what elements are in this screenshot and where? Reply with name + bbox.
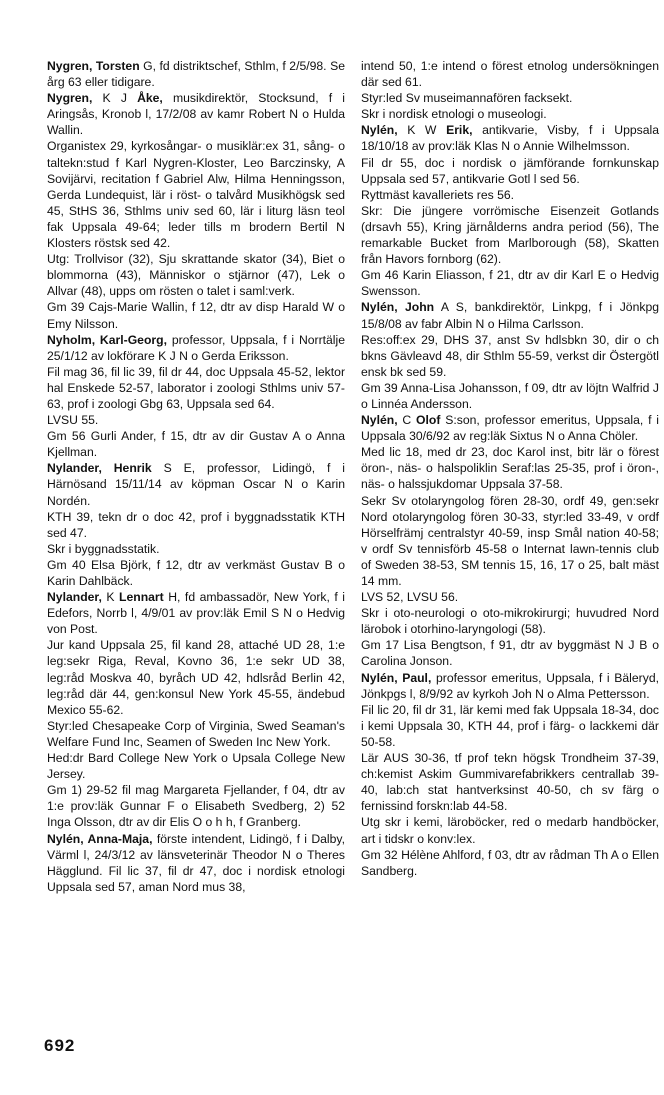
entry-heading bbox=[361, 670, 659, 702]
entry-paragraph: Med lic 18, med dr 23, doc Karol inst, bitr lär o förest öron-, näs- o halspoliklin Seraf:las 25-35, prof i öron-, näs- o halssjukdomar Uppsala 37-58. bbox=[361, 445, 659, 492]
entry-paragraph: Gm 46 Karin Eliasson, f 21, dtr av dir Karl E o Hedvig Swensson. bbox=[361, 268, 659, 299]
entry-paragraph: Fil lic 20, fil dr 31, lär kemi med fak Uppsala 18-34, doc i kemi Uppsala 30, KTH 44, prof i färg- o lackkemi där 50-58. bbox=[361, 702, 659, 749]
entry-paragraph: Gm 17 Lisa Bengtson, f 91, dtr av byggmäst N J B o Carolina Jonson. bbox=[361, 638, 659, 669]
right-column bbox=[361, 58, 659, 879]
entry-paragraph: KTH 39, tekn dr o doc 42, prof i byggnadsstatik KTH sed 47. bbox=[47, 509, 345, 540]
entry-name: Nylander, Henrik bbox=[47, 461, 152, 476]
entry-given-name: Olof bbox=[416, 413, 441, 428]
entry-heading bbox=[47, 58, 345, 90]
entry-paragraph: LVSU 55. bbox=[47, 413, 99, 428]
entry-initials: K J bbox=[92, 91, 138, 106]
entry-paragraph: Ryttmäst kavalleriets res 56. bbox=[361, 187, 515, 202]
entry-paragraph: Skr: Die jüngere vorrömische Eisenzeit Gotlands (drsavh 55), Kring järnålderns andra period (56), The remarkable Bucket from Marlborough (58), Skatten från Havors fornborg (62). bbox=[361, 203, 659, 267]
entry-name: Nylén, bbox=[361, 123, 398, 138]
entry-paragraph: intend 50, 1:e intend o förest etnolog undersökningen där sed 61. bbox=[361, 59, 659, 90]
entry-heading bbox=[361, 412, 659, 444]
entry-details: förste intendent, Lidingö, f i Dalby, Värml l, 24/3/12 av länsveterinär Theodor N o Theres Hägglund. Fil lic 37, fil dr 47, doc i nordisk etnologi Uppsala sed 57, aman Nord mus 38, bbox=[47, 831, 345, 894]
entry-paragraph: Styr:led Sv museimannafören facksekt. bbox=[361, 91, 573, 106]
entry-paragraph: Skr i oto-neurologi o oto-mikrokirurgi; huvudred Nord lärobok i otorhino-laryngologi (58). bbox=[361, 606, 659, 637]
entry-initials: K W bbox=[397, 123, 447, 138]
entry-given-name: Erik, bbox=[446, 123, 473, 138]
entry-name: Nylén, bbox=[361, 413, 398, 428]
entry-initials: K bbox=[101, 590, 120, 605]
entry-details: G, fd distriktschef, Sthlm, f 2/5/98. Se årg 63 eller tidigare. bbox=[47, 59, 345, 90]
entry-paragraph: Styr:led Chesapeake Corp of Virginia, Swed Seaman's Welfare Fund Inc, Seamen of Sweden Inc New York. bbox=[47, 718, 345, 749]
entry-paragraph: Gm 40 Elsa Björk, f 12, dtr av verkmäst Gustav B o Karin Dahlbäck. bbox=[47, 557, 345, 588]
entry-paragraph: Skr i nordisk etnologi o museologi. bbox=[361, 107, 547, 122]
entry-heading bbox=[47, 90, 345, 138]
entry-paragraph: Res:off:ex 29, DHS 37, anst Sv hdlsbkn 30, dir o ch bkns Gävleavd 48, dir Sthlm 55-59, verkst dir Östergötl ensk bk sed 59. bbox=[361, 332, 659, 379]
entry-given-name: Åke, bbox=[137, 91, 163, 106]
entry-name: Nylén, Paul, bbox=[361, 670, 432, 685]
entry-details: professor emeritus, Uppsala, f i Bäleryd, Jönkpgs l, 8/9/92 av kyrkoh Joh N o Alma Pettersson. bbox=[361, 670, 659, 701]
entry-heading bbox=[361, 299, 659, 331]
entry-initials: C bbox=[397, 413, 417, 428]
entry-paragraph: Gm 1) 29-52 fil mag Margareta Fjellander, f 04, dtr av 1:e prov:läk Gunnar F o Elisabeth Svedberg, 2) 52 Inga Olsson, dtr av dir Elis O o h h, f Granberg. bbox=[47, 783, 345, 830]
entry-paragraph: LVS 52, LVSU 56. bbox=[361, 590, 459, 605]
left-column bbox=[47, 58, 345, 895]
entry-paragraph: Gm 32 Hélène Ahlford, f 03, dtr av rådman Th A o Ellen Sandberg. bbox=[361, 847, 659, 878]
entry-paragraph: Sekr Sv otolaryngolog fören 28-30, ordf 49, gen:sekr Nord otolaryngolog fören 30-33, styr:led 33-49, v ordf Hörselfrämj centralstyr 40-59, insp Smål nation 40-58; v ordf Sv tennisförb 45-58 o Internat lawn-tennis club of Sweden 38-53, SM tennis 15, 16, 17 o 25, balt mäst 14 mm. bbox=[361, 493, 659, 588]
entry-paragraph: Organistex 29, kyrkosångar- o musiklär:ex 31, sång- o taltekn:stud f Karl Nygren-Kloster, Leo Barczinsky, A Sovijärvi, recitation f Gabriel Alw, Hilma Henningsson, Gerda Lundequist, lär i röst- o talvård Musikhögsk sed 45, StHS 36, Sthlms univ sed 60, lär i liturg läsn teol fak Uppsala 49-64; leder tills m brodern Bertil N Klosters röstsk sed 42. bbox=[47, 139, 345, 251]
entry-details: musikdirektör, Stocksund, f i Aringsås, Kronob l, 17/2/08 av kamr Robert N o Hulda Wallin. bbox=[47, 91, 345, 138]
entry-paragraph: Jur kand Uppsala 25, fil kand 28, attaché UD 28, 1:e leg:sekr Riga, Reval, Kovno 36, 1:e sekr UD 38, leg:råd Moskva 40, byråch UD 42, hdlsråd Berlin 42, leg:råd där 44, gen:konsul New York 45-55, ändebud Mexico 55-62. bbox=[47, 638, 345, 717]
entry-details: A S, bankdirektör, Linkpg, f i Jönkpg 15/8/08 av fabr Albin N o Hilma Carlsson. bbox=[361, 300, 659, 331]
entry-name: Nylander, bbox=[47, 590, 102, 605]
entry-details: S:son, professor emeritus, Uppsala, f i Uppsala 30/6/92 av reg:läk Sixtus N o Anna Chöler. bbox=[361, 413, 659, 444]
entry-paragraph: Gm 39 Anna-Lisa Johansson, f 09, dtr av löjtn Walfrid J o Linnéa Andersson. bbox=[361, 380, 659, 411]
entry-paragraph: Utg: Trollvisor (32), Sju skrattande skator (34), Biet o blommorna (43), Människor o stjärnor (47), Lek o Allvar (48), upps om rösten o talet i saml:verk. bbox=[47, 252, 345, 299]
entry-paragraph: Skr i byggnadsstatik. bbox=[47, 541, 160, 556]
entry-heading bbox=[361, 122, 659, 154]
entry-name: Nylén, John bbox=[361, 300, 435, 315]
entry-name: Nygren, bbox=[47, 91, 93, 106]
entry-paragraph: Fil dr 55, doc i nordisk o jämförande fornkunskap Uppsala sed 57, antikvarie Gotl l sed 56. bbox=[361, 155, 659, 186]
entry-paragraph: Utg skr i kemi, läroböcker, red o medarb handböcker, art i tidskr o konv:lex. bbox=[361, 815, 659, 846]
entry-details: professor, Uppsala, f i Norrtälje 25/1/12 av lokförare K J N o Gerda Eriksson. bbox=[47, 332, 345, 363]
entry-name: Nylén, Anna-Maja, bbox=[47, 831, 153, 846]
entry-details: H, fd ambassadör, New York, f i Edefors, Norrb l, 4/9/01 av prov:läk Emil S N o Hedvig von Post. bbox=[47, 590, 345, 637]
entry-paragraph: Hed:dr Bard College New York o Upsala College New Jersey. bbox=[47, 751, 345, 782]
entry-details: S E, professor, Lidingö, f i Härnösand 15/11/14 av köpman Oscar N o Karin Nordén. bbox=[47, 461, 346, 508]
entry-paragraph: Gm 56 Gurli Ander, f 15, dtr av dir Gustav A o Anna Kjellman. bbox=[47, 429, 345, 460]
entry-heading bbox=[47, 460, 345, 508]
entry-heading bbox=[47, 332, 345, 364]
page-number: 692 bbox=[44, 1036, 76, 1055]
entry-given-name: Lennart bbox=[119, 590, 164, 605]
entry-paragraph: Lär AUS 30-36, tf prof tekn högsk Trondheim 37-39, ch:kemist Askim Gummivarefabrikkers centrallab 39-40, lab:ch stat hantverksinst 40-50, ch sv färg o fernissind forskn:lab 44-58. bbox=[361, 751, 659, 814]
entry-heading bbox=[47, 831, 345, 895]
entry-name: Nyholm, Karl-Georg, bbox=[47, 332, 167, 347]
entry-paragraph: Gm 39 Cajs-Marie Wallin, f 12, dtr av disp Harald W o Emy Nilsson. bbox=[47, 300, 345, 331]
entry-heading bbox=[47, 589, 345, 637]
entry-details: antikvarie, Visby, f i Uppsala 18/10/18 av prov:läk Klas N o Annie Wilhelmsson. bbox=[361, 123, 659, 154]
entry-paragraph: Fil mag 36, fil lic 39, fil dr 44, doc Uppsala 45-52, lektor hal Enskede 52-57, laborator i zoologi Sthlms univ 57-63, prof i zoologi Gbg 63, Uppsala sed 64. bbox=[47, 364, 345, 411]
entry-name: Nygren, Torsten bbox=[47, 59, 140, 73]
